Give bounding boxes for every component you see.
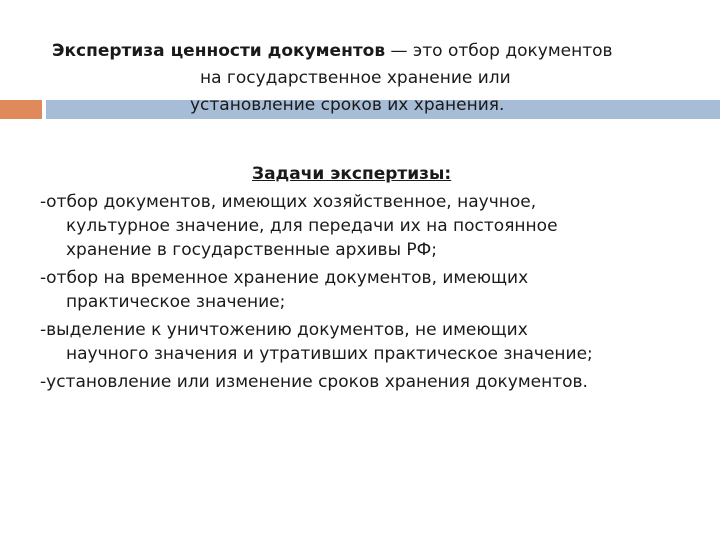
slide-title xyxy=(50,38,690,119)
task-item xyxy=(40,318,700,366)
task-item-line: хранение в государственные архивы РФ; xyxy=(66,240,438,260)
tasks-heading: Задачи экспертизы: xyxy=(252,164,452,184)
title-line-1 xyxy=(50,38,690,65)
task-item xyxy=(40,266,700,314)
title-definition-start: — это отбор документов xyxy=(385,41,613,61)
title-line-3: установление сроков их хранения. xyxy=(190,95,505,115)
task-item-line: культурное значение, для передачи их на постоянное xyxy=(66,216,558,236)
orange-accent-bar xyxy=(0,100,42,119)
task-item-line: практическое значение; xyxy=(66,292,286,312)
task-item xyxy=(40,370,700,394)
task-item-line: -отбор на временное хранение документов, имеющих xyxy=(40,268,529,288)
task-item-line: -установление или изменение сроков хранения документов. xyxy=(40,372,588,392)
task-item xyxy=(40,190,700,262)
task-item-line: научного значения и утративших практическое значение; xyxy=(66,344,593,364)
title-line-2: на государственное хранение или xyxy=(200,68,511,88)
task-item-line: -отбор документов, имеющих хозяйственное, научное, xyxy=(40,192,537,212)
task-item-line: -выделение к уничтожению документов, не имеющих xyxy=(40,320,528,340)
title-term: Экспертиза ценности документов xyxy=(52,41,386,61)
tasks-section xyxy=(40,162,700,398)
